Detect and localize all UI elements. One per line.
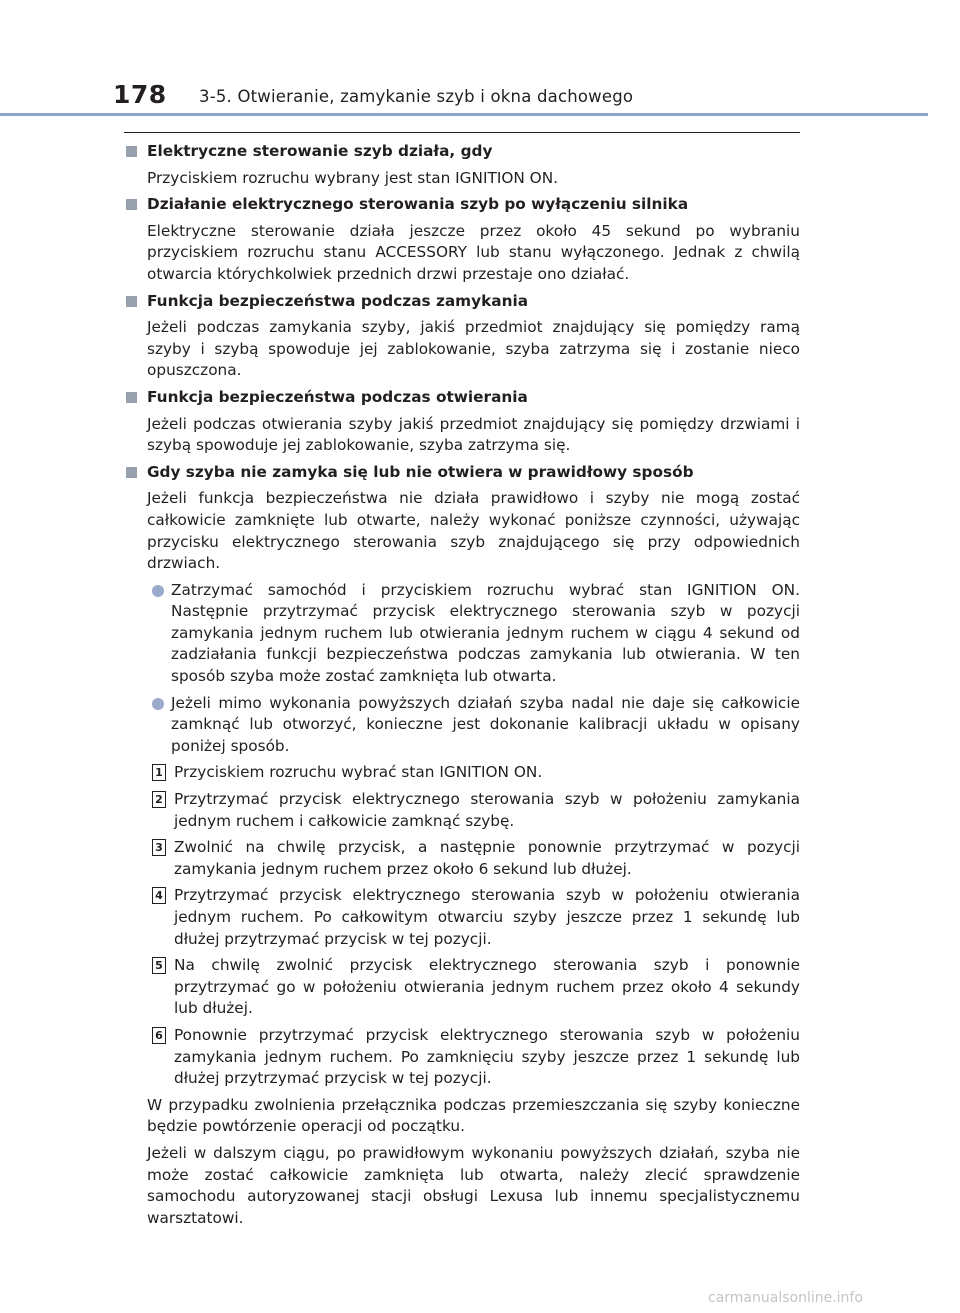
- step-number-box: 1: [152, 764, 166, 781]
- round-bullet-icon: [152, 585, 164, 597]
- section-heading: [124, 462, 800, 484]
- step-text: Ponownie przytrzymać przycisk elektrycznego sterowania szyb w położeniu zamykania jednym ruchem. Po zamknięciu szyby jeszcze przez 1 sekundę lub dłużej przytrzymać przycisk w tej pozycji.: [174, 1025, 800, 1088]
- header-divider: [0, 113, 928, 116]
- section-after-engine-off: [124, 194, 800, 285]
- step-text: Na chwilę zwolnić przycisk elektrycznego sterowania szyb i ponownie przytrzymać go w położeniu otwierania jednym ruchem przez około 4 sekundy lub dłużej.: [174, 956, 800, 1018]
- page-number: 178: [113, 80, 167, 109]
- closing-paragraph: Jeżeli w dalszym ciągu, po prawidłowym wykonaniu powyższych działań, szyba nie może zostać całkowicie zamknięta lub otwarta, należy zlecić sprawdzenie samochodu autoryzowanej stacji obsługi Lexusa lub innemu specjalistycznemu warsztatowi.: [147, 1143, 800, 1227]
- step-number-box: 3: [152, 839, 166, 856]
- step-text: Zwolnić na chwilę przycisk, a następnie ponownie przytrzymać w pozycji zamykania jednym ruchem przez około 6 sekund lub dłużej.: [174, 838, 800, 878]
- section-intro: Jeżeli funkcja bezpieczeństwa nie działa prawidłowo i szyby nie mogą zostać całkowicie zamknięte lub otwarte, należy wykonać poniższe czynności, używając przycisku elektrycznego sterowania szyb znajdującego się przy odpowiednich drzwiach.: [147, 489, 800, 573]
- section-paragraph: Elektryczne sterowanie działa jeszcze przez około 45 sekund po wybraniu przyciskiem rozruchu stanu ACCESSORY lub stanu wyłączonego. Jednak z chwilą otwarcia którychkolwiek przednich drzwi przestaje ono działać.: [147, 221, 800, 283]
- page-header: [0, 0, 960, 116]
- step-item: [124, 837, 800, 880]
- step-item: [124, 1025, 800, 1090]
- step-number-box: 2: [152, 791, 166, 808]
- section-heading-text: Funkcja bezpieczeństwa podczas otwierania: [147, 387, 528, 406]
- section-jam-protection-opening: [124, 387, 800, 457]
- section-title: 3-5. Otwieranie, zamykanie szyb i okna dachowego: [199, 87, 634, 106]
- section-paragraph: Jeżeli podczas otwierania szyby jakiś przedmiot znajdujący się pomiędzy drzwiami i szybą spowoduje jej zablokowanie, szyba zatrzyma się.: [147, 414, 800, 455]
- section-power-windows-operate: [124, 141, 800, 189]
- closing-paragraph: W przypadku zwolnienia przełącznika podczas przemieszczania się szyby konieczne będzie powtórzenie operacji od początku.: [147, 1095, 800, 1136]
- section-window-malfunction: [124, 462, 800, 1230]
- step-number-box: 4: [152, 887, 166, 904]
- section-heading: [124, 141, 800, 163]
- bullet-item: [124, 693, 800, 758]
- page-content: [124, 141, 800, 1234]
- square-bullet-icon: [126, 296, 137, 307]
- bullet-item: [124, 580, 800, 688]
- section-heading: [124, 291, 800, 313]
- step-number-box: 6: [152, 1027, 166, 1044]
- square-bullet-icon: [126, 146, 137, 157]
- step-text: Przytrzymać przycisk elektrycznego sterowania szyb w położeniu otwierania jednym ruchem. Po całkowitym otwarciu szyby jeszcze przez 1 sekundę lub dłużej przytrzymać przycisk w tej pozycji.: [174, 886, 800, 948]
- section-heading-text: Działanie elektrycznego sterowania szyb po wyłączeniu silnika: [147, 195, 689, 214]
- section-heading: [124, 194, 800, 216]
- watermark-text: carmanualsonline.info: [708, 1290, 863, 1306]
- bullet-text: Jeżeli mimo wykonania powyższych działań szyba nadal nie daje się całkowicie zamknąć lub otworzyć, konieczne jest dokonanie kalibracji układu w opisany poniżej sposób.: [171, 693, 800, 755]
- step-item: [124, 762, 800, 784]
- section-paragraph: Przyciskiem rozruchu wybrany jest stan IGNITION ON.: [147, 168, 559, 187]
- content-divider: [124, 132, 800, 133]
- square-bullet-icon: [126, 199, 137, 210]
- section-heading-text: Gdy szyba nie zamyka się lub nie otwiera w prawidłowy sposób: [147, 462, 694, 481]
- step-text: Przytrzymać przycisk elektrycznego sterowania szyb w położeniu zamykania jednym ruchem i całkowicie zamknąć szybę.: [174, 790, 800, 830]
- step-item: [124, 955, 800, 1020]
- square-bullet-icon: [126, 467, 137, 478]
- step-number-box: 5: [152, 957, 166, 974]
- section-heading-text: Elektryczne sterowanie szyb działa, gdy: [147, 142, 493, 160]
- square-bullet-icon: [126, 392, 137, 403]
- section-jam-protection-closing: [124, 291, 800, 382]
- section-paragraph: Jeżeli podczas zamykania szyby, jakiś przedmiot znajdujący się pomiędzy ramą szyby i szybą spowoduje jej zablokowanie, szyba zatrzyma się i zostanie nieco opuszczona.: [147, 318, 800, 380]
- step-item: [124, 789, 800, 832]
- section-heading-text: Funkcja bezpieczeństwa podczas zamykania: [147, 291, 529, 310]
- bullet-text: Zatrzymać samochód i przyciskiem rozruchu wybrać stan IGNITION ON. Następnie przytrzymać przycisk elektrycznego sterowania szyb w pozycji zamykania jednym ruchem lub otwierania jednym ruchem w ciągu 4 sekund od zadziałania funkcji bezpieczeństwa podczas zamykania lub otwierania. W ten sposób szyba może zostać zamknięta lub otwarta.: [171, 580, 800, 686]
- step-text: Przyciskiem rozruchu wybrać stan IGNITION ON.: [174, 763, 543, 782]
- round-bullet-icon: [152, 698, 164, 710]
- step-item: [124, 885, 800, 950]
- section-heading: [124, 387, 800, 409]
